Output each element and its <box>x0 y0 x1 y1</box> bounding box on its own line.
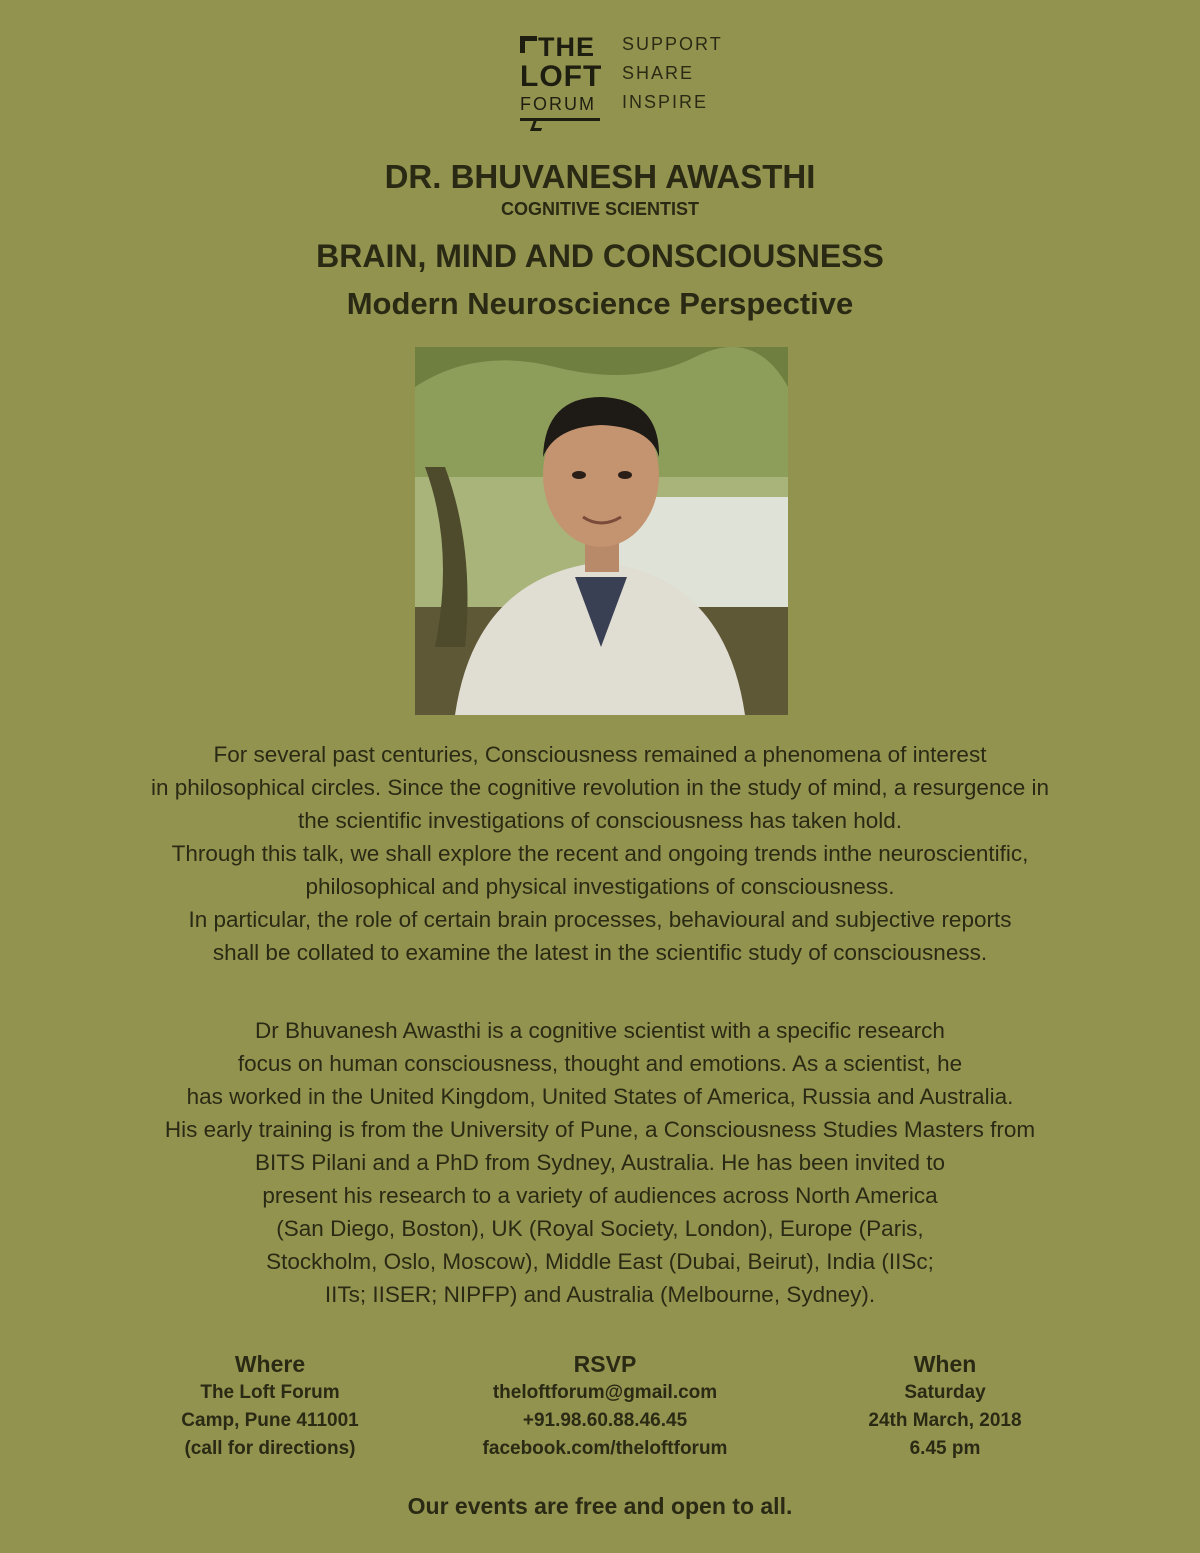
loft-forum-logo <box>520 32 723 134</box>
bio-line: focus on human consciousness, thought and emotions. As a scientist, he <box>237 1051 963 1076</box>
bio-line: Stockholm, Oslo, Moscow), Middle East (Dubai, Beirut), India (IISc; <box>266 1249 934 1274</box>
logo-corner-mark <box>520 36 537 53</box>
abstract-line: shall be collated to examine the latest in the scientific study of consciousness. <box>212 940 988 965</box>
logo-speech-tick <box>530 120 545 131</box>
when-heading: When <box>913 1351 977 1377</box>
abstract-line: In particular, the role of certain brain processes, behavioural and subjective reports <box>188 907 1012 932</box>
abstract-line: Through this talk, we shall explore the recent and ongoing trends inthe neuroscientific, <box>171 841 1029 866</box>
bio-line: His early training is from the University of Pune, a Consciousness Studies Masters from <box>164 1117 1036 1142</box>
footer-note: Our events are free and open to all. <box>407 1493 793 1519</box>
when-line: 24th March, 2018 <box>868 1410 1022 1431</box>
tagline-support: SUPPORT <box>622 34 723 54</box>
where-section <box>140 1349 400 1463</box>
speaker-name: DR. BHUVANESH AWASTHI <box>384 158 816 195</box>
when-line: Saturday <box>904 1382 986 1403</box>
bio-line: IITs; IISER; NIPFP) and Australia (Melbourne, Sydney). <box>324 1282 876 1307</box>
logo-forum: FORUM <box>520 94 596 114</box>
where-line: Camp, Pune 411001 <box>181 1410 359 1431</box>
rsvp-heading: RSVP <box>573 1351 637 1377</box>
abstract-line: For several past centuries, Consciousness remained a phenomena of interest <box>213 742 987 767</box>
when-line: 6.45 pm <box>909 1438 981 1459</box>
speaker-role: COGNITIVE SCIENTIST <box>500 199 700 219</box>
abstract-paragraph <box>0 738 1200 969</box>
talk-title: BRAIN, MIND AND CONSCIOUSNESS <box>316 238 884 274</box>
tagline-inspire: INSPIRE <box>622 92 709 112</box>
speaker-photo <box>415 347 788 715</box>
logo-the: THE <box>538 32 595 62</box>
tagline-share: SHARE <box>622 63 695 83</box>
rsvp-email-link[interactable]: theloftforum@gmail.com <box>492 1382 718 1403</box>
bio-paragraph <box>0 1014 1200 1311</box>
bio-line: has worked in the United Kingdom, United States of America, Russia and Australia. <box>186 1084 1014 1109</box>
talk-subtitle: Modern Neuroscience Perspective <box>346 286 854 321</box>
when-section <box>815 1349 1075 1463</box>
bio-line: Dr Bhuvanesh Awasthi is a cognitive scientist with a specific research <box>255 1018 945 1043</box>
abstract-line: in philosophical circles. Since the cognitive revolution in the study of mind, a resurgence in <box>151 775 1049 800</box>
abstract-line: the scientific investigations of consciousness has taken hold. <box>297 808 903 833</box>
speaker-photo-illustration <box>415 347 788 715</box>
rsvp-phone: +91.98.60.88.46.45 <box>522 1410 688 1431</box>
where-line: (call for directions) <box>184 1438 356 1459</box>
where-heading: Where <box>234 1351 306 1377</box>
logo-loft: LOFT <box>520 60 603 93</box>
bio-line: BITS Pilani and a PhD from Sydney, Australia. He has been invited to <box>255 1150 945 1175</box>
rsvp-facebook-link[interactable]: facebook.com/theloftforum <box>482 1438 728 1459</box>
where-line: The Loft Forum <box>200 1382 340 1403</box>
bio-line: (San Diego, Boston), UK (Royal Society, London), Europe (Paris, <box>276 1216 924 1241</box>
logo-speech-bar <box>520 118 600 121</box>
rsvp-section <box>440 1349 770 1463</box>
abstract-line: philosophical and physical investigations of consciousness. <box>305 874 895 899</box>
bio-line: present his research to a variety of audiences across North America <box>262 1183 938 1208</box>
